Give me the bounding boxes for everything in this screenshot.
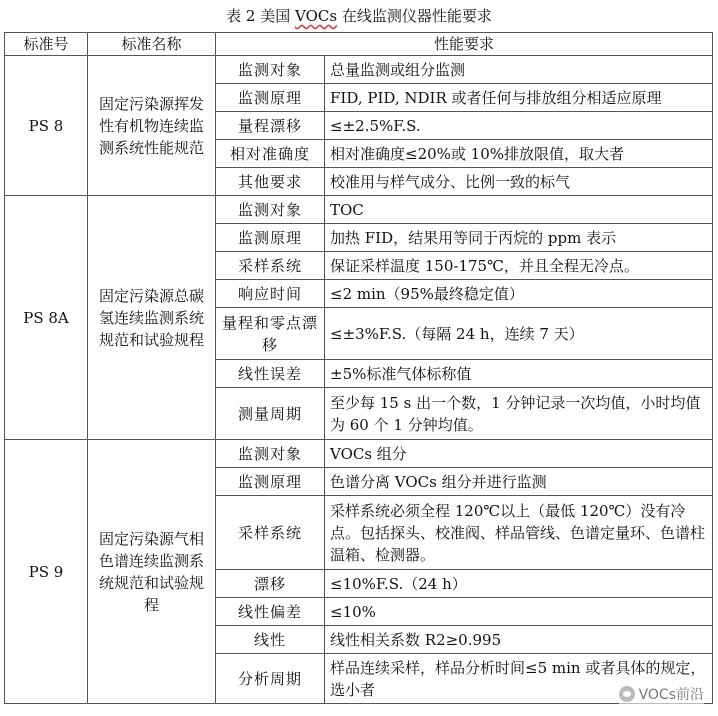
requirement-cell: FID, PID, NDIR 或者任何与排放组分相适应原理	[325, 84, 713, 112]
header-requirements: 性能要求	[216, 33, 713, 56]
table-row	[5, 56, 713, 84]
item-cell: 监测对象	[216, 196, 325, 224]
item-cell: 漂移	[216, 570, 325, 598]
requirement-cell: 总量监测或组分监测	[325, 56, 713, 84]
item-cell: 线性偏差	[216, 598, 325, 626]
wechat-icon	[619, 686, 635, 702]
item-cell: 线性	[216, 626, 325, 654]
item-cell: 响应时间	[216, 280, 325, 308]
item-cell: 测量周期	[216, 388, 325, 440]
requirement-cell: 校准用与样气成分、比例一致的标气	[325, 168, 713, 196]
table-caption	[0, 4, 718, 28]
requirement-cell: ±5%标准气体标称值	[325, 360, 713, 388]
requirement-cell: TOC	[325, 196, 713, 224]
requirement-cell: ≤2 min（95%最终稳定值）	[325, 280, 713, 308]
requirement-cell: 加热 FID，结果用等同于丙烷的 ppm 表示	[325, 224, 713, 252]
table-row	[5, 440, 713, 468]
item-cell: 监测原理	[216, 468, 325, 496]
standard-no-cell: PS 9	[5, 440, 88, 704]
item-cell: 监测对象	[216, 440, 325, 468]
requirement-cell: 至少每 15 s 出一个数，1 分钟记录一次均值，小时均值为 60 个 1 分钟均值。	[325, 388, 713, 440]
requirement-cell: ≤10%	[325, 598, 713, 626]
header-standard-no: 标准号	[5, 33, 88, 56]
standard-name-cell: 固定污染源总碳氢连续监测系统规范和试验规程	[88, 196, 216, 440]
standard-name-cell: 固定污染源挥发性有机物连续监测系统性能规范	[88, 56, 216, 196]
requirement-cell: 线性相关系数 R2≥0.995	[325, 626, 713, 654]
item-cell: 监测对象	[216, 56, 325, 84]
requirement-cell: 样品连续采样，样品分析时间≤5 min 或者具体的规定，选小者	[325, 654, 713, 704]
header-standard-name: 标准名称	[88, 33, 216, 56]
requirement-cell: 相对准确度≤20%或 10%排放限值，取大者	[325, 140, 713, 168]
item-cell: 量程和零点漂移	[216, 308, 325, 360]
requirement-cell: 保证采样温度 150-175℃，并且全程无冷点。	[325, 252, 713, 280]
standard-no-cell: PS 8	[5, 56, 88, 196]
item-cell: 监测原理	[216, 224, 325, 252]
table-row	[5, 196, 713, 224]
requirement-cell: ≤±3%F.S.（每隔 24 h，连续 7 天）	[325, 308, 713, 360]
standard-no-cell: PS 8A	[5, 196, 88, 440]
requirement-cell: ≤10%F.S.（24 h）	[325, 570, 713, 598]
item-cell: 监测原理	[216, 84, 325, 112]
watermark	[619, 684, 704, 704]
watermark-text: VOCs前沿	[638, 687, 704, 703]
item-cell: 采样系统	[216, 496, 325, 570]
standard-name-cell: 固定污染源气相色谱连续监测系统规范和试验规程	[88, 440, 216, 704]
caption-vocs: VOCs	[295, 7, 338, 25]
item-cell: 线性误差	[216, 360, 325, 388]
header-row	[5, 33, 713, 56]
requirement-cell: 色谱分离 VOCs 组分并进行监测	[325, 468, 713, 496]
performance-table	[4, 32, 713, 704]
item-cell: 其他要求	[216, 168, 325, 196]
caption-pre: 表 2 美国	[226, 7, 291, 25]
item-cell: 分析周期	[216, 654, 325, 704]
requirement-cell: 采样系统必须全程 120℃以上（最低 120℃）没有冷点。包括探头、校准阀、样品管线、色谱定量环、色谱柱温箱、检测器。	[325, 496, 713, 570]
item-cell: 采样系统	[216, 252, 325, 280]
requirement-cell: ≤±2.5%F.S.	[325, 112, 713, 140]
item-cell: 量程漂移	[216, 112, 325, 140]
caption-post: 在线监测仪器性能要求	[341, 7, 492, 25]
requirement-cell: VOCs 组分	[325, 440, 713, 468]
item-cell: 相对准确度	[216, 140, 325, 168]
